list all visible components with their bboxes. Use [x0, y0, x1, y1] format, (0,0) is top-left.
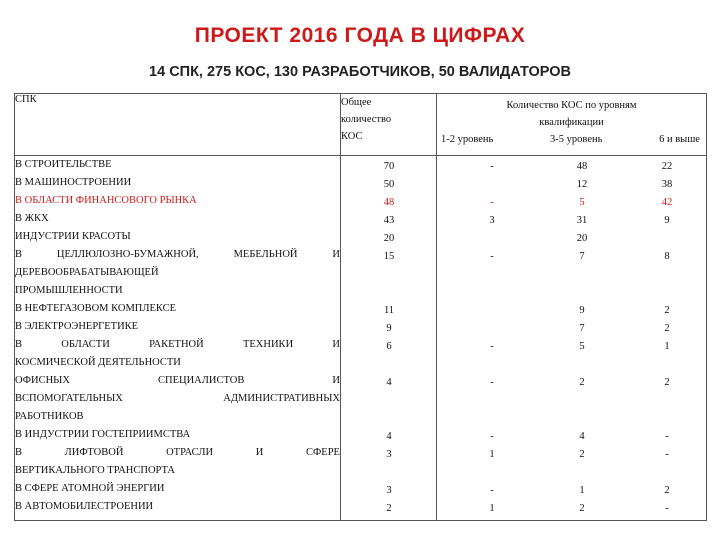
header-levels-title: Количество КОС по уровням [506, 100, 637, 111]
table-header-row [15, 94, 707, 156]
spk-name-line: В СТРОИТЕЛЬСТВЕ [15, 159, 112, 170]
kos-table [14, 93, 707, 521]
header-level-1-2: 1-2 уровень [441, 134, 494, 145]
level-1-2-value [447, 302, 537, 320]
level-6-value: 8 [664, 251, 670, 262]
spk-name-line: В ИНДУСТРИИ ГОСТЕПРИИМСТВА [15, 429, 191, 440]
level-3-5-value: 31 [576, 215, 588, 226]
total-value: 43 [383, 215, 395, 226]
level-6-value: 2 [664, 323, 670, 334]
total-value: 11 [383, 305, 395, 316]
page-subtitle: 14 СПК, 275 КОС, 130 РАЗРАБОТЧИКОВ, 50 ВАЛИДАТОРОВ [149, 64, 571, 80]
level-6-value: 38 [661, 179, 673, 190]
spk-name-line: В ЖКХ [15, 213, 49, 224]
level-1-2-value: 3 [489, 215, 495, 226]
level-3-5-value: 2 [579, 377, 585, 388]
level-6-value: 2 [664, 377, 670, 388]
header-total-line: количество [341, 114, 392, 125]
level-6-value: 1 [664, 341, 670, 352]
header-total-line: Общее [341, 97, 372, 108]
level-6-value: 9 [664, 215, 670, 226]
level-1-2-value: - [490, 485, 494, 496]
header-total [341, 94, 437, 156]
level-6-value: 22 [661, 161, 673, 172]
spk-name-line: В ЛИФТОВОЙ ОТРАСЛИ И СФЕРЕ [15, 447, 340, 458]
spk-name-line: В АВТОМОБИЛЕСТРОЕНИИ [15, 501, 154, 512]
level-6-value: 42 [661, 197, 673, 208]
level-1-2-value: 1 [489, 449, 495, 460]
spk-name-line: ИНДУСТРИИ КРАСОТЫ [15, 231, 131, 242]
spk-name-line: В СФЕРЕ АТОМНОЙ ЭНЕРГИИ [15, 483, 165, 494]
spk-names-column [15, 156, 341, 521]
level-3-5-value: 1 [579, 485, 585, 496]
total-value: 50 [383, 179, 395, 190]
level-3-5-value: 7 [579, 251, 585, 262]
total-value: 3 [386, 449, 392, 460]
level-1-2-value: - [490, 197, 494, 208]
header-level-6: 6 и выше [659, 134, 700, 145]
header-level-3-5: 3-5 уровень [550, 134, 603, 145]
total-value: 2 [386, 503, 392, 514]
page-title: ПРОЕКТ 2016 ГОДА В ЦИФРАХ [194, 24, 526, 47]
level-6-value: - [665, 449, 669, 460]
level-1-2-value: - [490, 377, 494, 388]
header-levels-subtitle: квалификации [539, 117, 604, 128]
level-3-5-value: 20 [576, 233, 588, 244]
level-1-2-value: - [490, 251, 494, 262]
spk-name-line: В ЭЛЕКТРОЭНЕРГЕТИКЕ [15, 321, 139, 332]
header-levels [437, 94, 707, 156]
level-1-2-value [447, 320, 537, 338]
total-value: 48 [383, 197, 395, 208]
spk-name-line: В МАШИНОСТРОЕНИИ [15, 177, 132, 188]
total-value: 70 [383, 161, 395, 172]
level-6-value: 2 [664, 305, 670, 316]
level-1-2-value [447, 176, 537, 194]
level-3-5-value: 12 [576, 179, 588, 190]
spk-name-line: ДЕРЕВООБРАБАТЫВАЮЩЕЙ [15, 267, 159, 278]
level-3-5-value: 48 [576, 161, 588, 172]
level-6-value: - [665, 431, 669, 442]
level-1-2-value: 1 [489, 503, 495, 514]
header-spk: СПК [15, 94, 341, 156]
spk-name-line: В ОБЛАСТИ РАКЕТНОЙ ТЕХНИКИ И [15, 339, 340, 350]
level-1-2-value: - [490, 161, 494, 172]
level-1-2-value: - [490, 431, 494, 442]
level-1-2-value [447, 230, 537, 248]
level-6-value [627, 230, 707, 248]
total-value: 9 [386, 323, 392, 334]
spk-name-line: ПРОМЫШЛЕННОСТИ [15, 285, 123, 296]
levels-column [437, 156, 707, 521]
level-3-5-value: 7 [579, 323, 585, 334]
spk-name-line: ВЕРТИКАЛЬНОГО ТРАНСПОРТА [15, 465, 175, 476]
total-value: 4 [386, 431, 392, 442]
total-value: 3 [386, 485, 392, 496]
spk-name-line: В ЦЕЛЛЮЛОЗНО-БУМАЖНОЙ, МЕБЕЛЬНОЙ И [15, 249, 340, 260]
level-6-value: 2 [664, 485, 670, 496]
total-value: 6 [386, 341, 392, 352]
total-value: 15 [383, 251, 395, 262]
level-1-2-value: - [490, 341, 494, 352]
header-total-line: КОС [341, 131, 363, 142]
total-value: 4 [386, 377, 392, 388]
level-3-5-value: 4 [579, 431, 585, 442]
spk-name-line: ОФИСНЫХ СПЕЦИАЛИСТОВ И [15, 375, 340, 386]
spk-name-line: В ОБЛАСТИ ФИНАНСОВОГО РЫНКА [15, 195, 197, 206]
total-value: 20 [383, 233, 395, 244]
spk-name-line: В НЕФТЕГАЗОВОМ КОМПЛЕКСЕ [15, 303, 177, 314]
spk-name-line: РАБОТНИКОВ [15, 411, 84, 422]
level-3-5-value: 5 [579, 341, 585, 352]
spk-name-line: ВСПОМОГАТЕЛЬНЫХ АДМИНИСТРАТИВНЫХ [15, 393, 340, 404]
table-body-row [15, 156, 707, 521]
level-3-5-value: 2 [579, 449, 585, 460]
level-6-value: - [665, 503, 669, 514]
total-column [341, 156, 437, 521]
level-3-5-value: 5 [579, 197, 585, 208]
spk-name-line: КОСМИЧЕСКОЙ ДЕЯТЕЛЬНОСТИ [15, 357, 181, 368]
level-3-5-value: 2 [579, 503, 585, 514]
level-3-5-value: 9 [579, 305, 585, 316]
